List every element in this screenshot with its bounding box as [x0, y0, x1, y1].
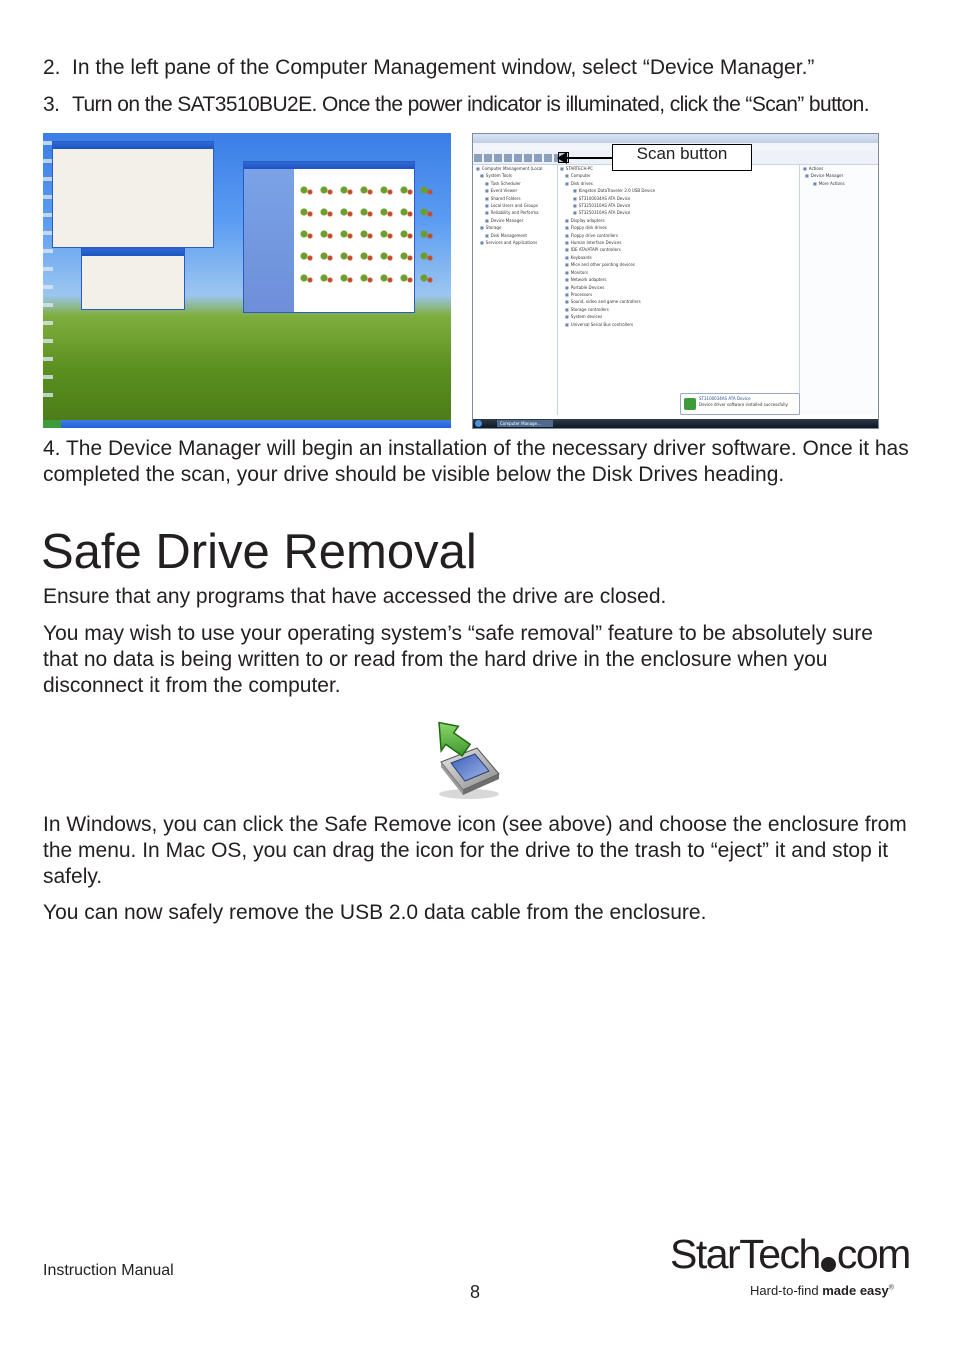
left-pane-tree — [475, 165, 558, 415]
step-4: 4. The Device Manager will begin an installation of the necessary driver software. Once it has completed the scan, your drive should be visible below the Disk Drives heading. — [43, 437, 909, 486]
computer-management-screenshot — [472, 133, 879, 429]
tree-item: ■ Universal Serial Bus controllers — [559, 321, 797, 328]
actions-pane — [799, 165, 878, 415]
tree-item: ■ Actions — [803, 165, 878, 172]
tree-item: ■ Processors — [559, 291, 797, 298]
tree-item: ■ Device Manager — [475, 217, 557, 224]
found-hardware-dialog — [81, 248, 185, 310]
tree-item: ■ Storage controllers — [559, 306, 797, 313]
tree-item: ■ System devices — [559, 313, 797, 320]
startech-logo — [670, 1232, 910, 1276]
logo-text: StarTech — [670, 1231, 820, 1277]
tree-item: ■ ST3250310AS ATA Device — [559, 209, 797, 216]
tagline-regular: Hard-to-find — [750, 1283, 823, 1298]
tree-item: ■ Disk drives — [559, 180, 797, 187]
logo-suffix: com — [836, 1231, 910, 1277]
paragraph: Ensure that any programs that have accessed the drive are closed. — [43, 585, 667, 608]
tree-item: ■ Sound, video and game controllers — [559, 298, 797, 305]
tree-item: ■ Computer Management (Local — [475, 165, 557, 172]
tree-item: ■ Storage — [475, 224, 557, 231]
tree-item: ■ Device Manager — [803, 172, 878, 179]
step-number: 3. — [43, 93, 60, 116]
tree-item: ■ Human Interface Devices — [559, 239, 797, 246]
tree-item: ■ More Actions — [803, 180, 878, 187]
paragraph: You can now safely remove the USB 2.0 data cable from the enclosure. — [43, 901, 707, 924]
taskbar-button: Computer Manage... — [497, 420, 553, 427]
section-title: Safe Drive Removal — [41, 525, 477, 579]
logo-dot-icon — [821, 1257, 836, 1272]
tree-item: ■ Floppy disk drives — [559, 224, 797, 231]
tree-item: ■ Network adapters — [559, 276, 797, 283]
tree-item: ■ ST3100034AS ATA Device — [559, 195, 797, 202]
logo-tagline — [750, 1283, 894, 1298]
device-tree — [559, 165, 797, 415]
step-text: In the left pane of the Computer Management window, select “Device Manager.” — [72, 56, 815, 79]
tree-item: ■ Mice and other pointing devices — [559, 261, 797, 268]
control-panel-window — [243, 161, 415, 313]
tree-item: ■ Disk Management — [475, 232, 557, 239]
device-manager-window — [52, 141, 214, 248]
footer-manual-label: Instruction Manual — [43, 1262, 174, 1279]
tree-item: ■ ST3250310AS ATA Device — [559, 202, 797, 209]
tree-item: ■ Services and Applications — [475, 239, 557, 246]
tree-item: ■ Computer — [559, 172, 797, 179]
callout-arrow-head — [557, 152, 567, 164]
paragraph: In Windows, you can click the Safe Remove icon (see above) and choose the enclosure from the menu. In Mac OS, you can drag the icon for the drive to the trash to “eject” it and stop it safely. — [43, 813, 907, 888]
paragraph: You may wish to use your operating system’s “safe removal” feature to be absolutely sure that no data is being written to or read from the hard drive in the enclosure when you disconnect it from the computer. — [43, 622, 873, 697]
tree-item: ■ System Tools — [475, 172, 557, 179]
tree-item: ■ Floppy drive controllers — [559, 232, 797, 239]
tree-item: ■ Local Users and Groups — [475, 202, 557, 209]
driver-installed-popup — [680, 393, 800, 415]
step-3 — [43, 92, 869, 118]
step-2 — [43, 55, 814, 81]
page-number: 8 — [470, 1282, 481, 1302]
tagline-bold: made easy — [822, 1283, 889, 1298]
vista-taskbar — [473, 419, 878, 428]
tree-item: ■ Display adapters — [559, 217, 797, 224]
tree-item: ■ Portable Devices — [559, 284, 797, 291]
safe-remove-icon — [425, 718, 505, 802]
tree-item: ■ Kingston DataTraveler 2.0 USB Device — [559, 187, 797, 194]
xp-taskbar — [43, 420, 451, 428]
step-number: 2. — [43, 56, 61, 79]
tree-item: ■ Keyboards — [559, 254, 797, 261]
tree-item: ■ Shared Folders — [475, 195, 557, 202]
tree-item: ■ Monitors — [559, 269, 797, 276]
scan-button-callout: Scan button — [612, 144, 752, 171]
step-text: Turn on the SAT3510BU2E. Once the power indicator is illuminated, click the “Scan” button. — [72, 93, 869, 116]
tree-item: ■ Event Viewer — [475, 187, 557, 194]
xp-desktop-screenshot — [43, 133, 451, 428]
tree-item: ■ STARTECH-PC — [559, 165, 797, 172]
popup-title: ST3100034AS ATA Device — [699, 396, 751, 401]
popup-text: Device driver software installed successfully. — [699, 402, 789, 407]
tree-item: ■ Task Scheduler — [475, 180, 557, 187]
callout-arrow — [566, 157, 612, 159]
registered-mark: ® — [888, 1284, 894, 1292]
tree-item: ■ IDE ATA/ATAPI controllers — [559, 246, 797, 253]
tree-item: ■ Reliability and Performa — [475, 209, 557, 216]
